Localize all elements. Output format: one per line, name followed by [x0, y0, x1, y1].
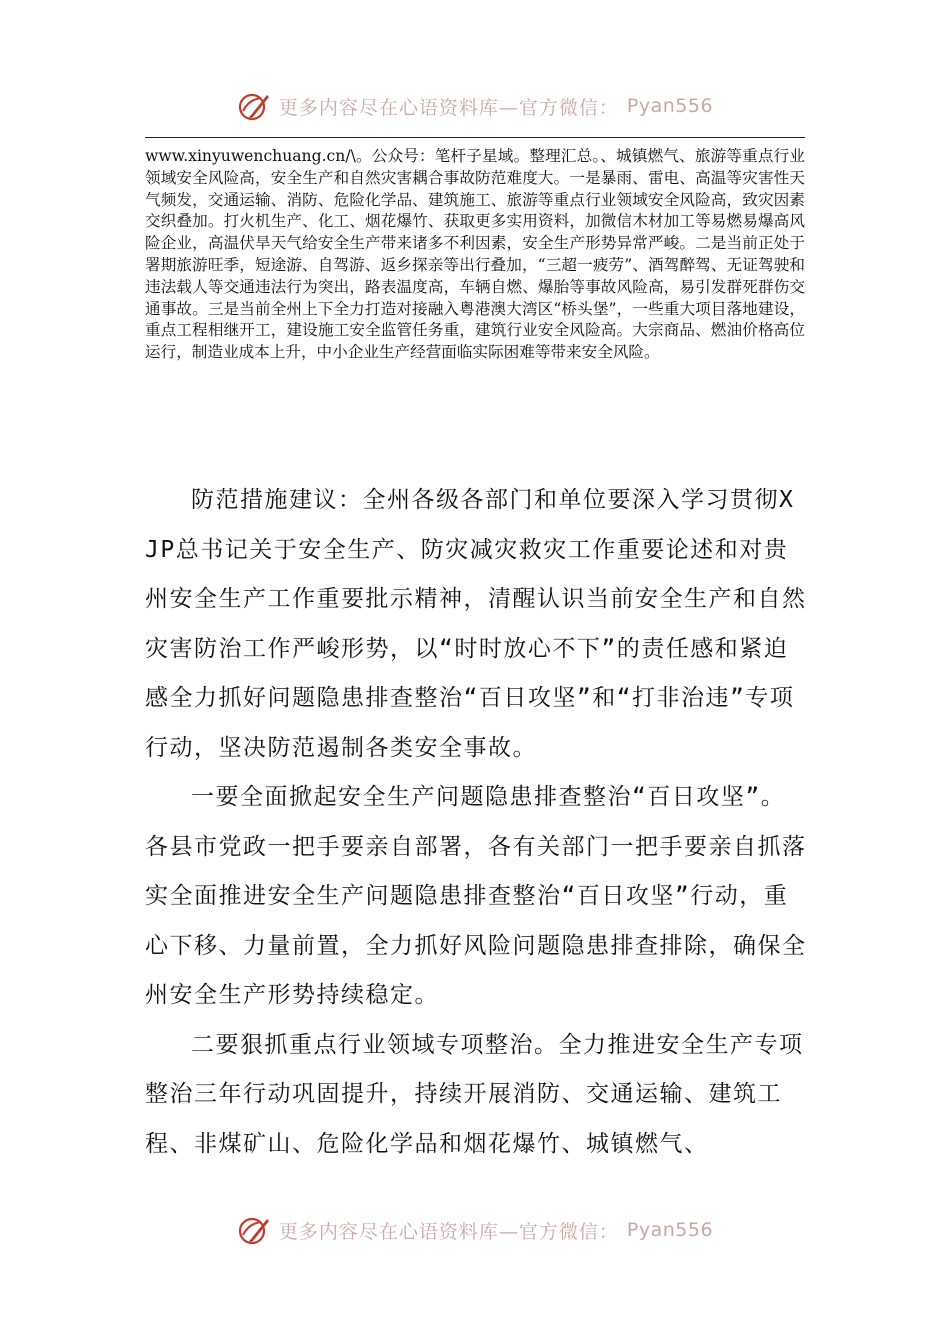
paragraph-second-measure: 二要狠抓重点行业领域专项整治。全力推进安全生产专项整治三年行动巩固提升，持续开展消防、交通运输、建筑工程、非煤矿山、危险化学品和烟花爆竹、城镇燃气、 [145, 1031, 804, 1157]
footer-banner-text: 更多内容尽在心语资料库—官方微信： [278, 1220, 619, 1243]
document-body [145, 476, 807, 1169]
header-brand [237, 89, 713, 123]
paragraph-first-measure: 一要全面掀起安全生产问题隐患排查整治“百日攻坚”。各县市党政一把手要亲自部署，各有关部门一把手要亲自抓落实全面推进安全生产问题隐患排查整治“百日攻坚”行动，重心下移、力量前置，全力抓好风险问题隐患排查排除，确保全州安全生产形势持续稳定。 [145, 784, 807, 1008]
footer-brand [237, 1213, 713, 1247]
intro-paragraph: www.xinyuwenchuang.cn/\。公众号：笔杆子星域。整理汇总。、城镇燃气、旅游等重点行业领域安全风险高，安全生产和自然灾害耦合事故防范难度大。一是暴雨、雷电、高温等灾害性天气频发，交通运输、消防、危险化学品、建筑施工、旅游等重点行业领域安全风险高，致灾因素交织叠加。打火机生产、化工、烟花爆竹、获取更多实用资料，加微信木材加工等易燃易爆高风险企业，高温伏旱天气给安全生产带来诸多不利因素，安全生产形势异常严峻。二是当前正处于署期旅游旺季，短途游、自驾游、返乡探亲等出行叠加，“三超一疲劳”、酒驾醉驾、无证驾驶和违法载人等交通违法行为突出，路表温度高，车辆自燃、爆胎等事故风险高，易引发群死群伤交通事故。三是当前全州上下全力打造对接融入粤港澳大湾区“桥头堡”，一些重大项目落地建设，重点工程相继开工，建设施工安全监管任务重，建筑行业安全风险高。大宗商品、燃油价格高位运行，制造业成本上升，中小企业生产经营面临实际困难等带来安全风险。 [145, 147, 805, 362]
page-footer [0, 1210, 950, 1250]
logo-pen-icon [237, 89, 271, 123]
header-banner-text: 更多内容尽在心语资料库—官方微信： [278, 96, 619, 119]
header-wechat-id: Pyan556 [626, 95, 714, 117]
paragraph-prevention-suggestions: 防范措施建议：全州各级各部门和单位要深入学习贯彻XJP总书记关于安全生产、防灾减灾救灾工作重要论述和对贵州安全生产工作重要批示精神，清醒认识当前安全生产和自然灾害防治工作严峻形势，以“时时放心不下”的责任感和紧迫感全力抓好问题隐患排查整治“百日攻坚”和“打非治违”专项行动，坚决防范遏制各类安全事故。 [145, 487, 807, 761]
logo-pen-icon [237, 1213, 271, 1247]
header-divider [145, 137, 805, 138]
footer-wechat-id: Pyan556 [626, 1219, 714, 1241]
page-header [0, 86, 950, 126]
